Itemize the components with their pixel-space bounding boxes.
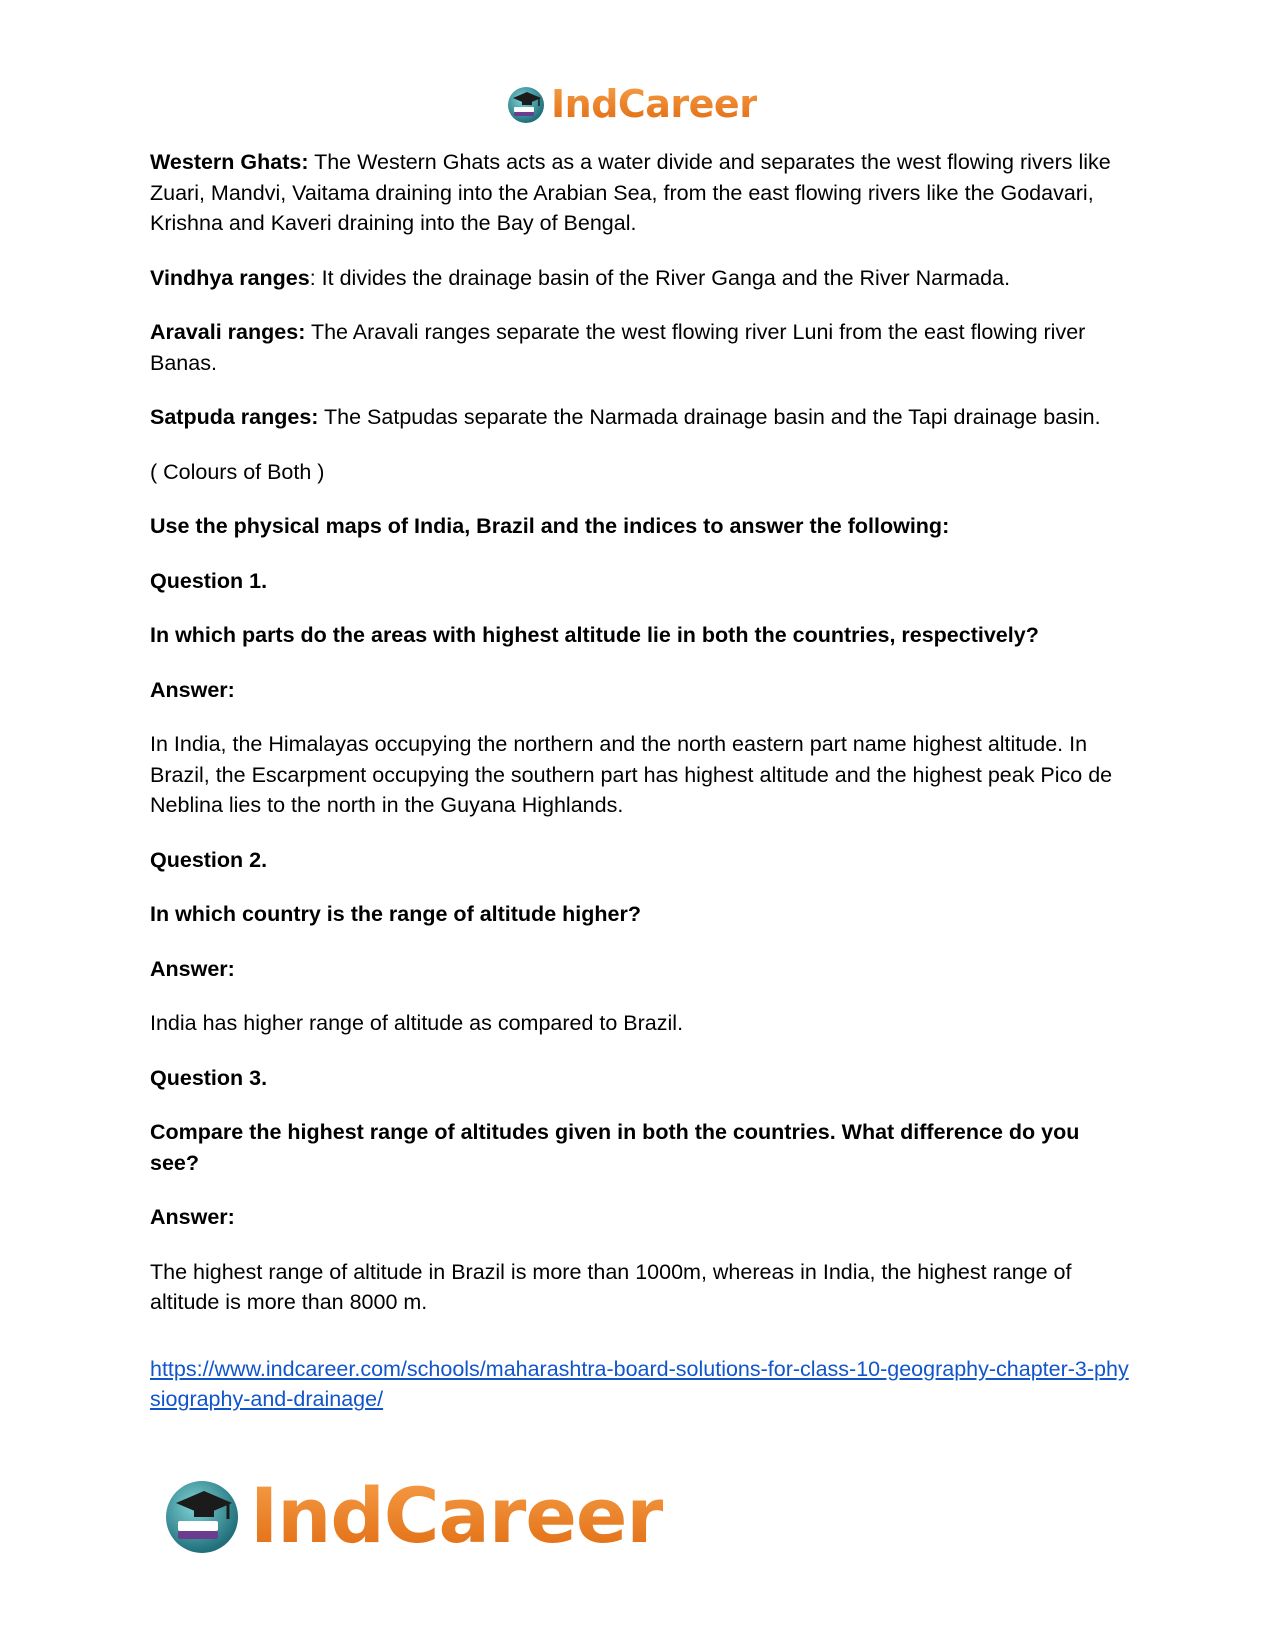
document-body xyxy=(150,147,1130,1439)
answer-1-text: In India, the Himalayas occupying the northern and the north eastern part name highest altitude. In Brazil, the Escarpment occupying the southern part has highest altitude and the highest peak Pico de Neblina lies to the north in the Guyana Highlands. xyxy=(150,732,1113,817)
text-western-ghats: The Western Ghats acts as a water divide and separates the west flowing rivers like Zuari, Mandvi, Vaitama draining into the Arabian Sea, from the east flowing rivers like the Godavari, Krishna and Kaveri draining into the Bay of Bengal. xyxy=(150,150,1111,235)
question-2-text: In which country is the range of altitude higher? xyxy=(150,902,641,926)
answer-3-text: The highest range of altitude in Brazil is more than 1000m, whereas in India, the highest range of altitude is more than 8000 m. xyxy=(150,1259,1072,1314)
question-1-text: In which parts do the areas with highest altitude lie in both the countries, respectively? xyxy=(150,623,1039,647)
colours-note: ( Colours of Both ) xyxy=(150,459,325,484)
paragraph-aravali xyxy=(150,317,1130,378)
footer-logo xyxy=(160,1470,663,1560)
text-satpuda: The Satpudas separate the Narmada drainage basin and the Tapi drainage basin. xyxy=(318,405,1101,429)
brand-logo-text: IndCareer xyxy=(250,1470,663,1560)
graduation-globe-icon xyxy=(505,83,547,125)
question-2-label: Question 2. xyxy=(150,847,268,872)
answer-2-text: India has higher range of altitude as compared to Brazil. xyxy=(150,1011,684,1035)
graduation-globe-icon xyxy=(160,1473,244,1557)
term-western-ghats: Western Ghats: xyxy=(150,150,309,174)
paragraph-satpuda xyxy=(150,402,1130,433)
answer-2-label: Answer: xyxy=(150,956,235,981)
question-3-text: Compare the highest range of altitudes given in both the countries. What difference do you see? xyxy=(150,1120,1080,1175)
text-aravali: The Aravali ranges separate the west flowing river Luni from the east flowing river Banas. xyxy=(150,320,1086,375)
text-vindhya: : It divides the drainage basin of the River Ganga and the River Narmada. xyxy=(309,265,1011,290)
question-1-label: Question 1. xyxy=(150,568,268,593)
header-logo xyxy=(505,80,757,128)
brand-logo-text: IndCareer xyxy=(551,82,758,126)
paragraph-vindhya xyxy=(150,263,1130,294)
answer-1-label: Answer: xyxy=(150,677,235,702)
instruction-text: Use the physical maps of India, Brazil and the indices to answer the following: xyxy=(150,514,950,538)
question-3-label: Question 3. xyxy=(150,1065,268,1090)
term-satpuda: Satpuda ranges: xyxy=(150,405,319,429)
source-link[interactable]: https://www.indcareer.com/schools/maharashtra-board-solutions-for-class-10-geography-chapter-3-physiography-and-drainage/ xyxy=(150,1356,1129,1411)
answer-3-label: Answer: xyxy=(150,1205,235,1229)
paragraph-western-ghats xyxy=(150,147,1130,239)
term-aravali: Aravali ranges: xyxy=(150,320,306,344)
term-vindhya: Vindhya ranges xyxy=(150,265,310,290)
